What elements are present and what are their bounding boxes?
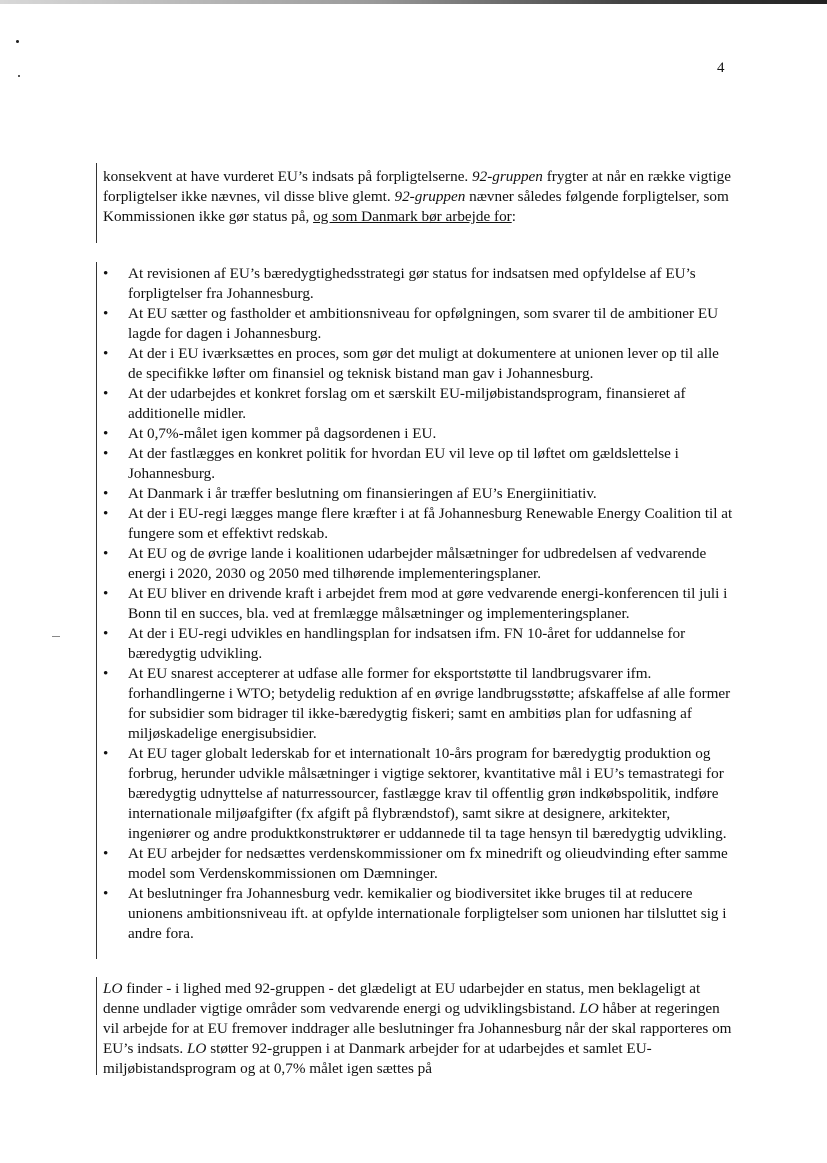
scan-speck	[16, 40, 19, 43]
list-item: • At der i EU iværksættes en proces, som gør det muligt at dokumentere at unionen lever op til alle de specifikke løfter om finansiel og teknisk bistand man gav i Johannesburg.	[103, 344, 733, 384]
scan-mark	[52, 636, 60, 637]
closing-text: håber at regeringen vil arbejde for at EU fremover inddrager alle beslutninger fra Johannesburg når der skal rapporteres om EU’s indsats.	[103, 1000, 732, 1057]
intro-text: :	[511, 208, 516, 225]
margin-change-bar	[96, 163, 97, 243]
list-item: • At der i EU-regi udvikles en handlingsplan for indsatsen ifm. FN 10-året for uddannelse for bæredygtig udvikling.	[103, 624, 733, 664]
underlined-text: og som Danmark bør arbejde for	[313, 208, 512, 225]
intro-paragraph	[103, 167, 733, 227]
intro-text: konsekvent at have vurderet EU’s indsats på forpligtelserne.	[103, 168, 473, 185]
list-item: • At revisionen af EU’s bæredygtighedsstrategi gør status for indsatsen med opfyldelse af EU’s forpligtelser fra Johannesburg.	[103, 264, 733, 304]
page-number: 4	[717, 60, 725, 76]
organization-name: 92-gruppen	[472, 168, 543, 185]
list-item: • At der fastlægges en konkret politik for hvordan EU vil leve op til løftet om gældslettelse i Johannesburg.	[103, 444, 733, 484]
scan-top-edge	[0, 0, 827, 4]
list-item: • At EU bliver en drivende kraft i arbejdet frem mod at gøre vedvarende energi-konferencen til juli i Bonn til en succes, bla. ved at fremlægge målsætninger og implementeringsplaner.	[103, 584, 733, 624]
commitments-list	[103, 264, 733, 944]
list-item: • At EU sætter og fastholder et ambitionsniveau for opfølgningen, som svarer til de ambitioner EU lagde for dagen i Johannesburg.	[103, 304, 733, 344]
list-item: • At beslutninger fra Johannesburg vedr. kemikalier og biodiversitet ikke bruges til at reducere unionens ambitionsniveau ift. at opfylde internationale forpligtelser som unionen har tilsluttet sig i andre fora.	[103, 884, 733, 944]
closing-text: støtter 92-gruppen i at Danmark arbejder for at udarbejdes et samlet EU-miljøbistandsprogram og at 0,7% målet igen sættes på	[103, 1040, 652, 1077]
organization-name: LO	[579, 1000, 599, 1017]
intro-text: frygter at når en række vigtige forpligtelser ikke nævnes, vil disse blive glemt.	[103, 168, 731, 205]
scan-speck	[18, 75, 20, 77]
closing-text: finder - i lighed med 92-gruppen - det glædeligt at EU udarbejder en status, men beklageligt at denne undlader vigtige områder som vedvarende energi og udviklingsbistand.	[103, 980, 701, 1017]
list-item: • At EU snarest accepterer at udfase alle former for eksportstøtte til landbrugsvarer ifm. forhandlingerne i WTO; betydelig reduktion af en øvrige landbrugsstøtte; afskaffelse af alle former for subsidier som bidrager til ikke-bæredygtig fiskeri; samt en ambitiøs plan for udfasning af miljøskadelige energisubsidier.	[103, 664, 733, 744]
list-item: • At der i EU-regi lægges mange flere kræfter i at få Johannesburg Renewable Energy Coalition til at fungere som et effektivt redskab.	[103, 504, 733, 544]
margin-change-bar	[96, 977, 97, 1075]
closing-paragraph	[103, 979, 733, 1079]
list-item: • At Danmark i år træffer beslutning om finansieringen af EU’s Energiinitiativ.	[103, 484, 733, 504]
margin-change-bar	[96, 262, 97, 959]
organization-name: 92-gruppen	[394, 188, 466, 205]
list-item: • At der udarbejdes et konkret forslag om et særskilt EU-miljøbistandsprogram, finansieret af additionelle midler.	[103, 384, 733, 424]
organization-name: LO	[103, 980, 123, 997]
list-item: • At EU tager globalt lederskab for et internationalt 10-års program for bæredygtig produktion og forbrug, herunder udvikle målsætninger i vigtige sektorer, kvantitative mål i EU’s temastrategi for bæredygtig udnyttelse af naturressourcer, fastlægge krav til offentlig grøn indkøbspolitik, indføre internationale miljøafgifter (fx afgift på flybrændstof), samt sikre at designere, arkitekter, ingeniører og andre produktkonstruktører er uddannede til ta tage hensyn til bæredygtig udvikling.	[103, 744, 733, 844]
list-item: • At 0,7%-målet igen kommer på dagsordenen i EU.	[103, 424, 733, 444]
list-item: • At EU og de øvrige lande i koalitionen udarbejder målsætninger for udbredelsen af vedvarende energi i 2020, 2030 og 2050 med tilhørende implementeringsplaner.	[103, 544, 733, 584]
list-item: • At EU arbejder for nedsættes verdenskommissioner om fx minedrift og olieudvinding efter samme model som Verdenskommissionen om Dæmninger.	[103, 844, 733, 884]
organization-name: LO	[186, 1040, 207, 1057]
intro-text: nævner således følgende forpligtelser, som Kommissionen ikke gør status på,	[103, 188, 729, 225]
